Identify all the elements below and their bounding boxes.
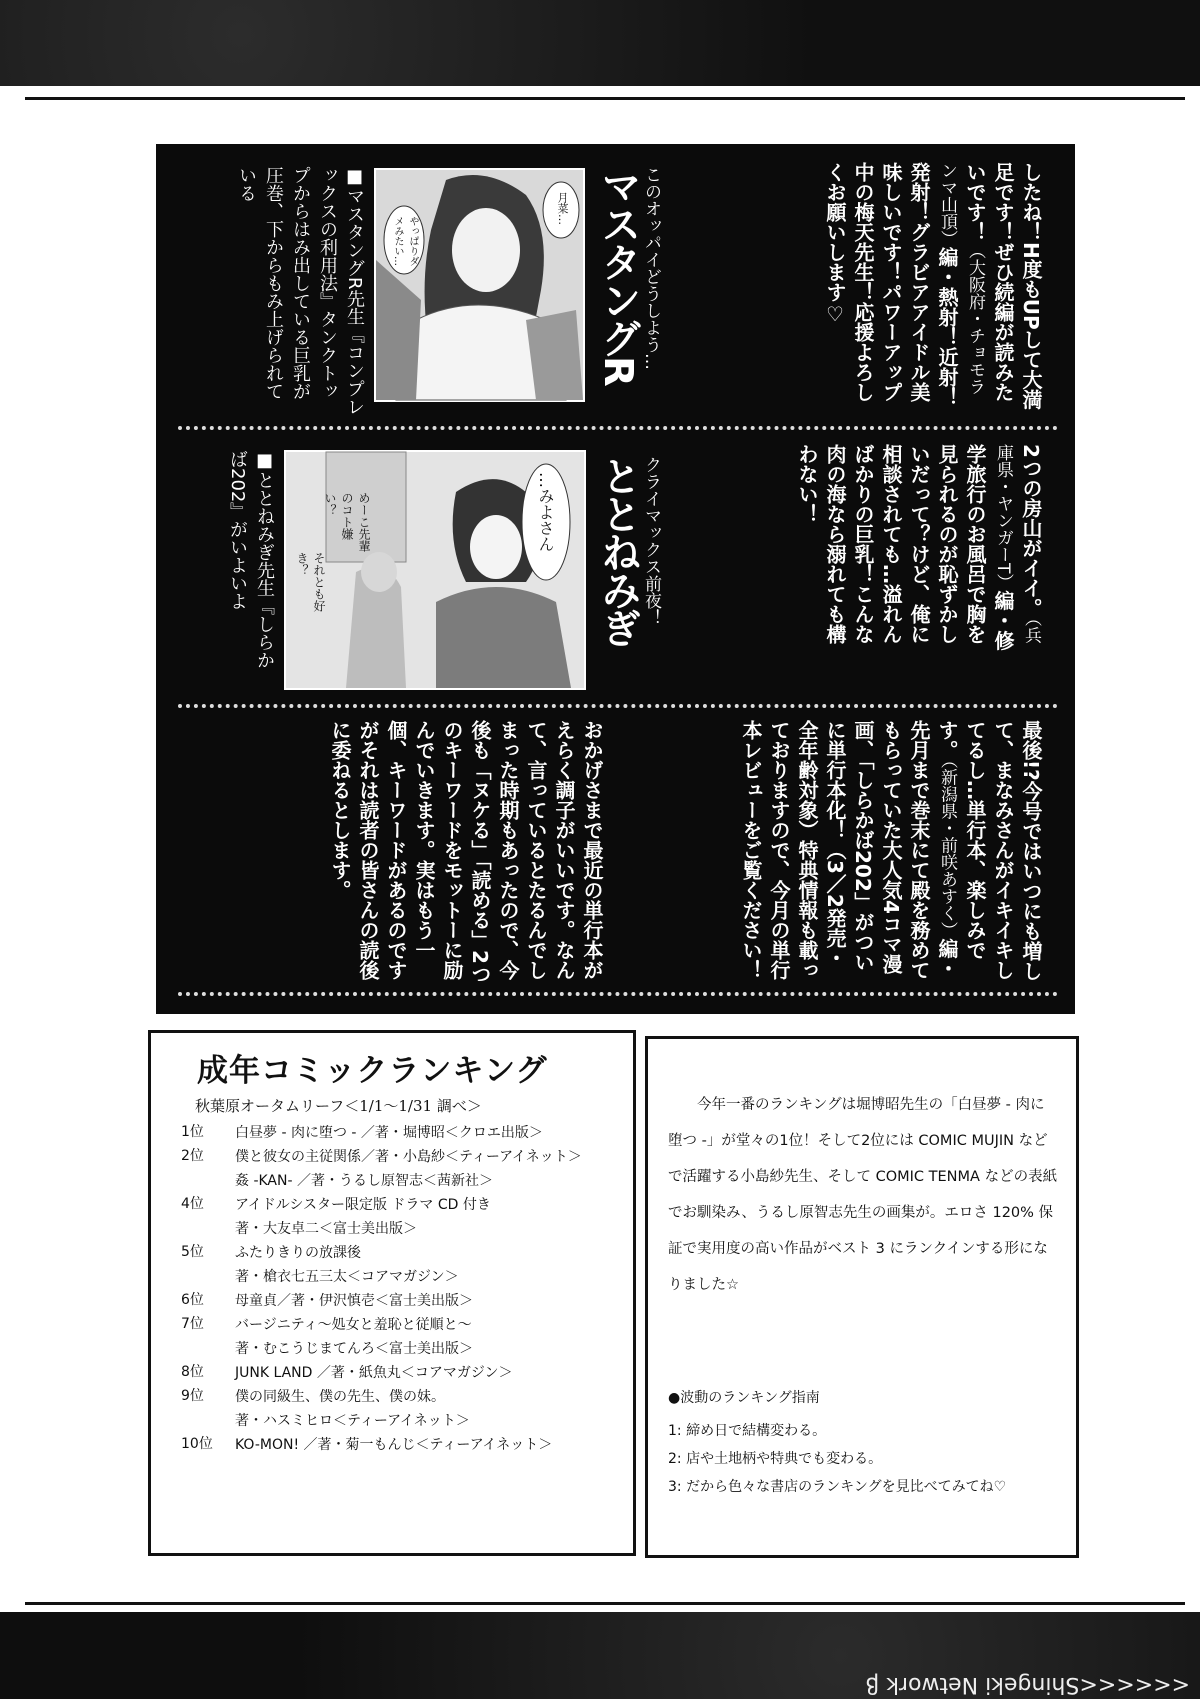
ranking-item — [171, 1433, 621, 1457]
speech-bubble: …みよさん — [536, 472, 555, 552]
ranking-guide-list — [668, 1417, 1006, 1501]
ranking-subtitle: 秋葉原オータムリーフ＜1/1～1/31 調べ＞ — [195, 1097, 482, 1115]
rank-position: 9位 — [181, 1388, 204, 1404]
artist-2-description: ■ととねみぎ先生『しらかば202』がいよいよ — [227, 450, 275, 669]
rank-position: 5位 — [181, 1244, 204, 1260]
ranking-item — [171, 1193, 621, 1241]
guide-item: 1: 締め日で結構変わる。 — [668, 1423, 827, 1439]
ranking-guide-title: ●波動のランキング指南 — [668, 1390, 820, 1406]
dotted-divider — [178, 704, 1058, 708]
ranking-list — [171, 1121, 621, 1457]
artist-name-mustang: マスタングR — [595, 166, 641, 385]
artist-name-totonemigi: ととねみぎ — [595, 456, 641, 646]
letter-3-body: 最後!?今号ではいつにも増して、まなみさんがイキイキしてるし…単行本、楽しみです。 — [935, 720, 1043, 981]
letter-4 — [186, 720, 606, 984]
top-divider — [25, 97, 1185, 100]
rank-title-line: 母童貞／著・伊沢慎壱＜富士美出版＞ — [235, 1293, 473, 1309]
speech-bubble: やっぱりダメみたい… — [392, 216, 418, 266]
letter-4-body: おかげさまで最近の単行本がえらく調子がいいです。なんて、言っているとたるんでしまった時期もあったので、今後も「ヌケる」「読める」2つのキーワードをモットーに励んでいきます。実はもう一個、キーワードがあるのですがそれは読者の皆さんの読後に委ねるとします。 — [328, 720, 604, 984]
letter-2-sender: （兵庫県・ヤンガーT） — [993, 444, 1041, 644]
manga-illustration-icon — [376, 170, 583, 400]
section-footer-label: <<<<<<Shingeki Network β — [865, 1672, 1190, 1697]
speech-bubble: 月菜… — [556, 192, 569, 225]
rank-position: 10位 — [181, 1436, 213, 1452]
rank-author-line: 著・むこうじまてんろ＜富士美出版＞ — [235, 1341, 473, 1357]
ranking-comment-text: 今年一番のランキングは堀博昭先生の「白昼夢 - 肉に堕つ -」が堂々の1位！そして2位には COMIC MUJIN などで活躍する小島紗先生、そして COMIC TENMA などの表紙でお馴染み、うるし原智志先生の画集が。エロさ 120% 保証で実用度の高い作品がベスト 3 にランクインする形になりました☆ — [668, 1097, 1058, 1293]
rank-title-line: KO-MON! ／著・菊一もんじ＜ティーアイネット＞ — [235, 1437, 553, 1453]
rank-title-line: バージニティ～処女と羞恥と従順と～ — [235, 1317, 472, 1333]
letter-3-reply: 編・先月まで巻末にて殿を務めてもらっていた大人気4コマ漫画、「しらかば202」がついに単行本化！（3／2発売・全年齢対象）特典情報も載っておりますので、今月の単行本レビューをご覧ください！ — [739, 720, 959, 980]
rank-title-line: 僕の同級生、僕の先生、僕の妹。 — [235, 1389, 445, 1405]
artist-catchphrase: クライマックス前夜！ — [641, 456, 661, 626]
rank-title-line: 白昼夢 - 肉に堕つ - ／著・堀博昭＜クロエ出版＞ — [235, 1125, 543, 1141]
bottom-divider — [25, 1602, 1185, 1605]
ranking-item — [171, 1361, 621, 1385]
rank-author-line: 著・ハスミヒロ＜ティーアイネット＞ — [235, 1413, 470, 1429]
letter-2-body: 2つの房山がイイ。 — [1019, 444, 1043, 618]
ranking-box — [148, 1030, 636, 1556]
guide-item: 2: 店や土地柄や特典でも変わる。 — [668, 1451, 883, 1467]
letter-1 — [823, 162, 1045, 410]
rank-title-line: JUNK LAND ／著・紙魚丸＜コアマガジン＞ — [235, 1365, 513, 1381]
ranking-item — [171, 1313, 621, 1361]
dotted-divider — [178, 426, 1058, 430]
ranking-item — [171, 1289, 621, 1313]
letter-2 — [795, 444, 1045, 652]
letter-2-reply: 編・修学旅行のお風呂で胸を見られるのが恥ずかしいだって？けど、俺に相談されても…溢れんばかりの巨乳！こんな肉の海なら溺れても構わない！ — [795, 444, 1015, 651]
artist-catchphrase: このオッパイどうしよう… — [641, 166, 661, 370]
ranking-item — [171, 1241, 621, 1289]
reader-letters-panel — [156, 144, 1075, 1014]
rank-position: 7位 — [181, 1316, 204, 1332]
top-texture-band — [0, 0, 1200, 86]
rank-position: 1位 — [181, 1124, 204, 1140]
rank-title-line: ふたりきりの放課後 — [235, 1245, 361, 1261]
rank-position: 8位 — [181, 1364, 204, 1380]
ranking-comment-box — [645, 1036, 1079, 1558]
speech-bubble: それとも好き？ — [295, 552, 326, 612]
letter-3 — [605, 720, 1045, 984]
rank-title-line: 姦 -KAN- ／著・うるし原智志＜茜新社＞ — [235, 1173, 493, 1189]
letter-1-body: したね！H度もUPして大満足です！ぜひ続編が読みたいです！ — [963, 162, 1043, 410]
rank-title-line: 僕と彼女の主従関係／著・小島紗＜ティーアイネット＞ — [235, 1149, 582, 1165]
rank-position: 4位 — [181, 1196, 204, 1212]
ranking-item — [171, 1145, 621, 1193]
rank-position: 6位 — [181, 1292, 204, 1308]
rank-position: 2位 — [181, 1148, 204, 1164]
letter-1-reply: 編・熱射！近射！発射！グラビアアイドル美味しいです！パワーアップ中の梅天先生！応援よろしくお願いします♡ — [823, 162, 959, 407]
ranking-item — [171, 1121, 621, 1145]
manga-panel-image — [374, 168, 585, 402]
rank-author-line: 著・大友卓二＜富士美出版＞ — [235, 1221, 417, 1237]
ranking-item — [171, 1385, 621, 1433]
rank-title-line: アイドルシスター限定版 ドラマ CD 付き — [235, 1197, 491, 1213]
rank-author-line: 著・槍衣七五三太＜コアマガジン＞ — [235, 1269, 459, 1285]
letter-1-sender: （大阪府・チョモランマ山頂） — [937, 162, 985, 395]
guide-item: 3: だから色々な書店のランキングを見比べてみてね♡ — [668, 1479, 1007, 1495]
ranking-title: 成年コミックランキング — [197, 1053, 548, 1089]
artist-1-description: ■マスタングR先生『コンプレックスの利用法』タンクトップからはみ出している巨乳が圧巻、下からもみ上げられている — [236, 166, 365, 416]
manga-panel-image — [284, 450, 586, 690]
speech-bubble: めーこ先輩のコト嫌い？ — [323, 492, 371, 552]
dotted-divider — [178, 992, 1058, 996]
letter-3-sender: （新潟県・前咲あすく） — [937, 760, 957, 939]
